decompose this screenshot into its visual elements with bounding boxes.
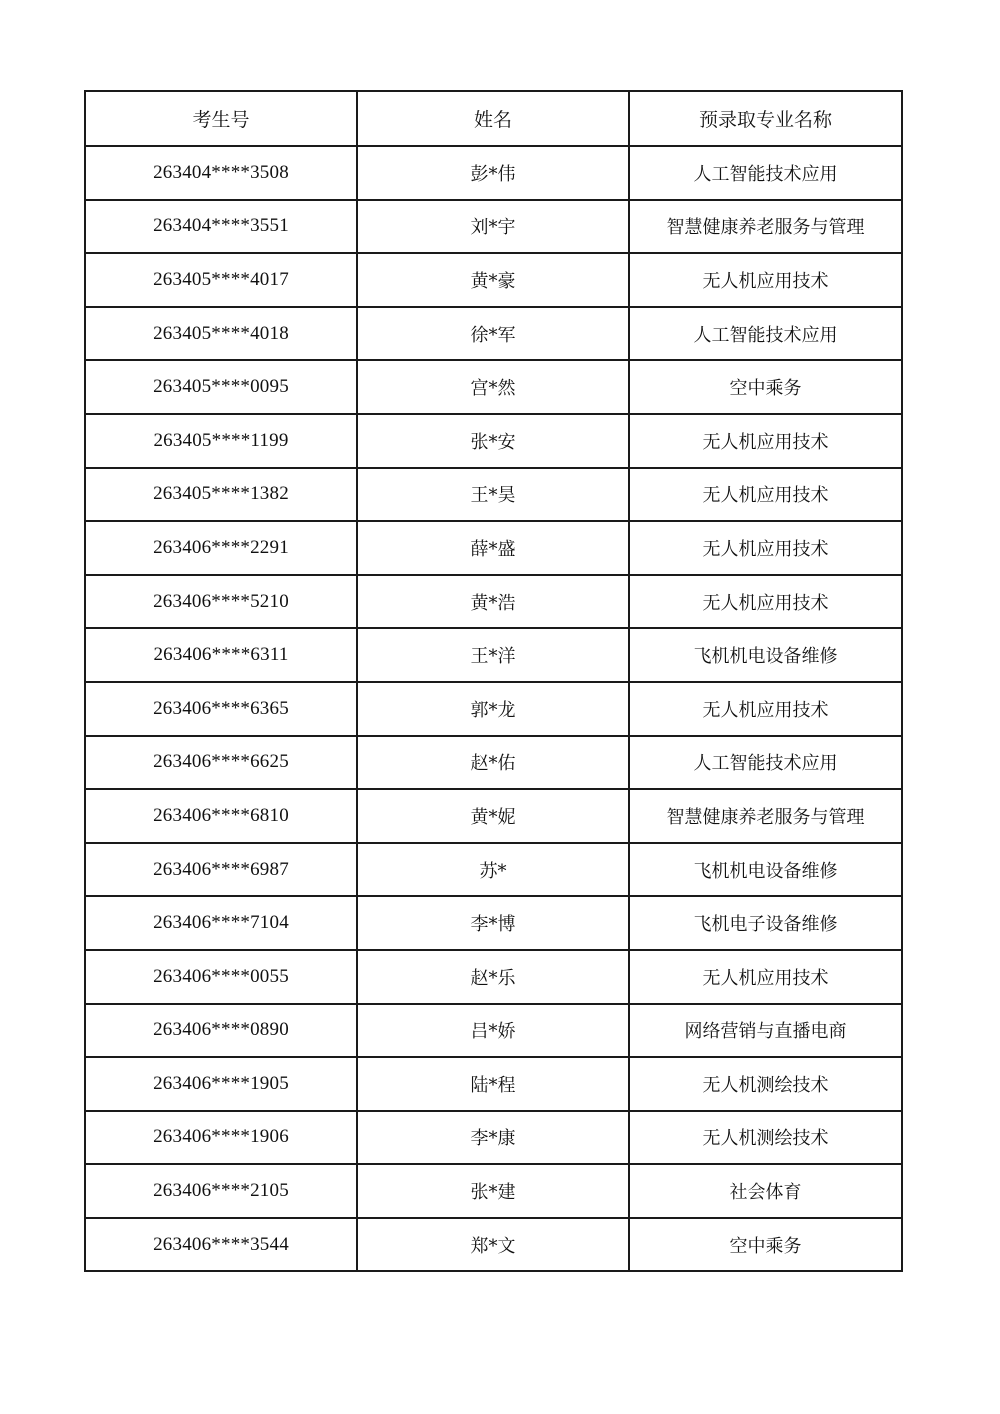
table-row: [85, 682, 902, 736]
table-row: [85, 575, 902, 629]
table-body: [85, 146, 902, 1271]
cell-exam-number: 263406****2291: [85, 521, 357, 575]
header-row: [85, 91, 902, 146]
table-header: [85, 91, 902, 146]
cell-exam-number: 263406****7104: [85, 896, 357, 950]
cell-exam-number: 263406****5210: [85, 575, 357, 629]
cell-student-name: 徐*军: [357, 307, 629, 361]
table-row: [85, 1057, 902, 1111]
cell-student-name: 张*建: [357, 1164, 629, 1218]
cell-student-name: 薛*盛: [357, 521, 629, 575]
cell-student-name: 王*洋: [357, 628, 629, 682]
table-row: [85, 1004, 902, 1058]
cell-student-name: 陆*程: [357, 1057, 629, 1111]
cell-major: 无人机应用技术: [629, 414, 902, 468]
table-row: [85, 253, 902, 307]
cell-student-name: 王*昊: [357, 468, 629, 522]
cell-major: 空中乘务: [629, 360, 902, 414]
cell-major: 智慧健康养老服务与管理: [629, 789, 902, 843]
cell-major: 社会体育: [629, 1164, 902, 1218]
cell-major: 无人机应用技术: [629, 253, 902, 307]
cell-student-name: 赵*佑: [357, 736, 629, 790]
cell-major: 无人机应用技术: [629, 575, 902, 629]
cell-student-name: 黄*豪: [357, 253, 629, 307]
table-row: [85, 950, 902, 1004]
cell-major: 无人机应用技术: [629, 521, 902, 575]
cell-exam-number: 263405****1199: [85, 414, 357, 468]
cell-major: 无人机测绘技术: [629, 1057, 902, 1111]
cell-exam-number: 263406****1905: [85, 1057, 357, 1111]
table-row: [85, 146, 902, 200]
cell-exam-number: 263404****3508: [85, 146, 357, 200]
cell-major: 智慧健康养老服务与管理: [629, 200, 902, 254]
cell-exam-number: 263406****1906: [85, 1111, 357, 1165]
cell-student-name: 郭*龙: [357, 682, 629, 736]
cell-student-name: 李*博: [357, 896, 629, 950]
cell-major: 人工智能技术应用: [629, 146, 902, 200]
cell-exam-number: 263406****0055: [85, 950, 357, 1004]
table-row: [85, 521, 902, 575]
cell-major: 人工智能技术应用: [629, 307, 902, 361]
cell-student-name: 苏*: [357, 843, 629, 897]
cell-exam-number: 263404****3551: [85, 200, 357, 254]
header-exam-number: 考生号: [85, 91, 357, 146]
cell-exam-number: 263406****0890: [85, 1004, 357, 1058]
cell-major: 无人机应用技术: [629, 468, 902, 522]
cell-student-name: 郑*文: [357, 1218, 629, 1272]
cell-exam-number: 263406****3544: [85, 1218, 357, 1272]
cell-major: 飞机机电设备维修: [629, 843, 902, 897]
table-row: [85, 628, 902, 682]
cell-exam-number: 263406****2105: [85, 1164, 357, 1218]
cell-exam-number: 263406****6987: [85, 843, 357, 897]
cell-major: 无人机测绘技术: [629, 1111, 902, 1165]
header-major: 预录取专业名称: [629, 91, 902, 146]
cell-student-name: 刘*宇: [357, 200, 629, 254]
table-row: [85, 414, 902, 468]
cell-major: 无人机应用技术: [629, 682, 902, 736]
cell-exam-number: 263406****6810: [85, 789, 357, 843]
cell-major: 无人机应用技术: [629, 950, 902, 1004]
cell-student-name: 宫*然: [357, 360, 629, 414]
cell-major: 飞机机电设备维修: [629, 628, 902, 682]
table-row: [85, 200, 902, 254]
table-row: [85, 843, 902, 897]
table-row: [85, 1164, 902, 1218]
cell-exam-number: 263406****6311: [85, 628, 357, 682]
cell-student-name: 黄*浩: [357, 575, 629, 629]
table-row: [85, 468, 902, 522]
table-row: [85, 1218, 902, 1272]
cell-student-name: 李*康: [357, 1111, 629, 1165]
admission-table: [84, 90, 903, 1272]
cell-exam-number: 263405****1382: [85, 468, 357, 522]
cell-exam-number: 263405****0095: [85, 360, 357, 414]
cell-student-name: 赵*乐: [357, 950, 629, 1004]
table-row: [85, 360, 902, 414]
table-row: [85, 789, 902, 843]
cell-exam-number: 263406****6625: [85, 736, 357, 790]
cell-student-name: 黄*妮: [357, 789, 629, 843]
cell-student-name: 张*安: [357, 414, 629, 468]
table-row: [85, 1111, 902, 1165]
table-row: [85, 896, 902, 950]
cell-major: 空中乘务: [629, 1218, 902, 1272]
header-name: 姓名: [357, 91, 629, 146]
table-row: [85, 307, 902, 361]
cell-exam-number: 263405****4017: [85, 253, 357, 307]
cell-exam-number: 263405****4018: [85, 307, 357, 361]
cell-major: 人工智能技术应用: [629, 736, 902, 790]
cell-exam-number: 263406****6365: [85, 682, 357, 736]
cell-student-name: 彭*伟: [357, 146, 629, 200]
cell-major: 网络营销与直播电商: [629, 1004, 902, 1058]
cell-major: 飞机电子设备维修: [629, 896, 902, 950]
cell-student-name: 吕*娇: [357, 1004, 629, 1058]
table-row: [85, 736, 902, 790]
